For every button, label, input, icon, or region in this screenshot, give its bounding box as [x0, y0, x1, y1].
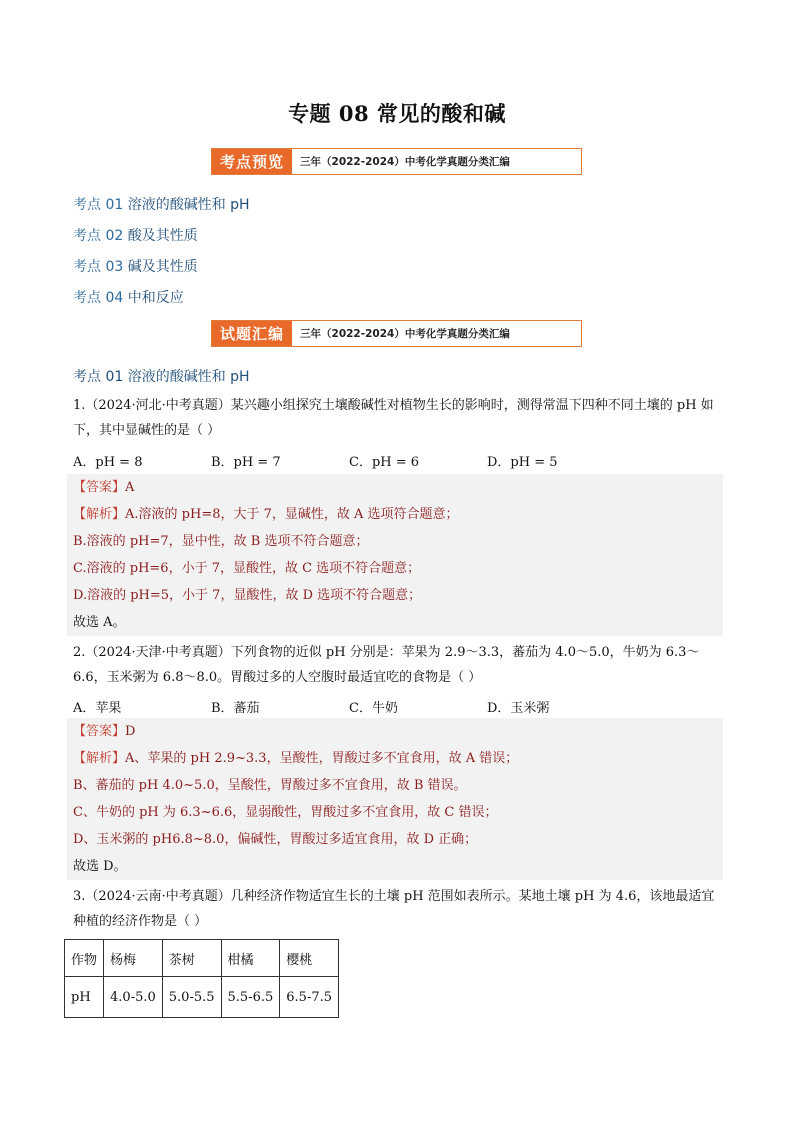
- banner-tag: 试题汇编: [212, 321, 292, 346]
- table-cell: 杨梅: [104, 940, 163, 977]
- analysis-line: [67, 745, 723, 772]
- overview-banner: [211, 148, 582, 175]
- question-2-answer-block: [67, 718, 723, 880]
- table-cell: 5.5-6.5: [221, 977, 280, 1018]
- analysis-label: 【解析】: [73, 751, 126, 766]
- toc-text: 中和反应: [127, 290, 184, 306]
- question-2-options: [73, 697, 723, 716]
- question-1-stem: 1.（2024·河北·中考真题）某兴趣小组探究土壤酸碱性对植物生长的影响时，测得常温下四种不同土壤的 pH 如下，其中显碱性的是（ ）: [73, 398, 714, 438]
- analysis-line: C、牛奶的 pH 为 6.3~6.6，显弱酸性，胃酸过多不宜食用，故 C 错误；: [73, 805, 498, 820]
- answer-value: A: [125, 480, 135, 495]
- table-cell: pH: [65, 977, 104, 1018]
- toc-item-4[interactable]: [73, 287, 184, 307]
- table-row: [65, 977, 339, 1018]
- analysis-line: B、蕃茄的 pH 4.0~5.0，呈酸性，胃酸过多不宜食用，故 B 错误。: [73, 778, 467, 793]
- analysis-line: D、玉米粥的 pH6.8~8.0，偏碱性，胃酸过多适宜食用，故 D 正确；: [73, 832, 478, 847]
- table-cell: 樱桃: [280, 940, 339, 977]
- answer-line: [67, 718, 723, 745]
- toc-text: 酸及其性质: [127, 228, 198, 244]
- toc-item-3[interactable]: [73, 256, 198, 276]
- crop-ph-table: [64, 939, 339, 1018]
- toc-prefix: 考点 03: [73, 259, 124, 275]
- toc-text: 溶液的酸碱性和 pH: [127, 197, 250, 213]
- table-cell: 作物: [65, 940, 104, 977]
- question-1-answer-block: [67, 474, 723, 636]
- question-2-stem: 2.（2024·天津·中考真题）下列食物的近似 pH 分别是：苹果为 2.9～3.3，蕃茄为 4.0～5.0，牛奶为 6.3～6.6，玉米粥为 6.8～8.0。胃酸过多的人空腹时最适宜吃的食物是（ ）: [73, 645, 700, 685]
- table-cell: 茶树: [162, 940, 221, 977]
- analysis-label: 【解析】: [73, 507, 126, 522]
- banner-subtitle: 三年（2022-2024）中考化学真题分类汇编: [300, 328, 510, 340]
- table-cell: 4.0-5.0: [104, 977, 163, 1018]
- table-cell: 柑橘: [221, 940, 280, 977]
- analysis-line: C.溶液的 pH=6，小于 7，显酸性，故 C 选项不符合题意；: [73, 561, 421, 576]
- analysis-conclusion: 故选 D。: [73, 859, 127, 874]
- toc-prefix: 考点 02: [73, 228, 124, 244]
- answer-label: 【答案】: [73, 724, 126, 739]
- section-text: 溶液的酸碱性和 pH: [127, 369, 250, 385]
- option-c[interactable]: C．牛奶: [349, 701, 398, 716]
- page-title: 专题 08 常见的酸和碱: [288, 101, 506, 126]
- analysis-text: A、苹果的 pH 2.9~3.3，呈酸性，胃酸过多不宜食用，故 A 错误；: [125, 751, 519, 766]
- option-d[interactable]: D．pH = 5: [487, 455, 558, 470]
- answer-value: D: [125, 724, 136, 739]
- analysis-line: [67, 501, 723, 528]
- answer-line: [67, 474, 723, 501]
- questions-banner: [211, 320, 582, 347]
- option-a[interactable]: A．pH = 8: [73, 455, 143, 470]
- analysis-line: D.溶液的 pH=5，小于 7，显酸性，故 D 选项不符合题意；: [73, 588, 422, 603]
- table-header-row: [65, 940, 339, 977]
- option-a[interactable]: A．苹果: [73, 701, 122, 716]
- question-3-stem: 3.（2024·云南·中考真题）几种经济作物适宜生长的土壤 pH 范围如表所示。某地土壤 pH 为 4.6，该地最适宜种植的经济作物是（ ）: [73, 889, 715, 929]
- toc-item-2[interactable]: [73, 225, 198, 245]
- toc-item-1[interactable]: [73, 194, 250, 214]
- analysis-conclusion: 故选 A。: [73, 615, 126, 630]
- answer-label: 【答案】: [73, 480, 126, 495]
- analysis-line: B.溶液的 pH=7，显中性，故 B 选项不符合题意；: [73, 534, 369, 549]
- table-cell: 6.5-7.5: [280, 977, 339, 1018]
- banner-tag: 考点预览: [212, 149, 292, 174]
- section-prefix: 考点 01: [73, 369, 124, 385]
- table-cell: 5.0-5.5: [162, 977, 221, 1018]
- banner-subtitle: 三年（2022-2024）中考化学真题分类汇编: [300, 156, 510, 168]
- option-b[interactable]: B．pH = 7: [211, 455, 281, 470]
- option-b[interactable]: B．蕃茄: [211, 701, 260, 716]
- section-heading: [73, 366, 250, 386]
- question-1-options: [73, 451, 723, 470]
- toc-prefix: 考点 01: [73, 197, 124, 213]
- option-c[interactable]: C．pH = 6: [349, 455, 420, 470]
- option-d[interactable]: D．玉米粥: [487, 701, 550, 716]
- toc-text: 碱及其性质: [127, 259, 198, 275]
- analysis-text: A.溶液的 pH=8，大于 7，显碱性，故 A 选项符合题意；: [125, 507, 459, 522]
- toc-prefix: 考点 04: [73, 290, 124, 306]
